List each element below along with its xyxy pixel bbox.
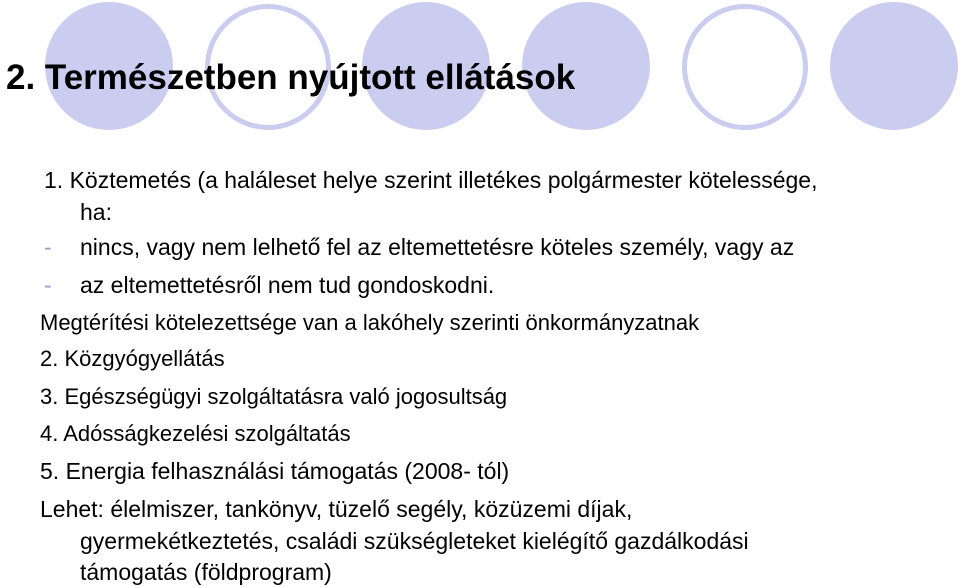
item-2: 2. Közgyógyellátás [40, 346, 225, 371]
options-line-2: gyermekétkeztetés, családi szükségleteket kielégítő gazdálkodási [80, 528, 749, 554]
item-4: 4. Adósságkezelési szolgáltatás [40, 421, 351, 446]
item-3: 3. Egészségügyi szolgáltatásra való jogosultság [40, 384, 508, 409]
reimbursement-note: Megtérítési kötelezettsége van a lakóhely szerinti önkormányzatnak [40, 310, 700, 335]
item-5: 5. Energia felhasználási támogatás (2008- tól) [40, 458, 510, 484]
item-1-line-2: ha: [80, 199, 112, 225]
slide-title: 2. Természetben nyújtott ellátások [6, 58, 576, 97]
options-line-3: támogatás (földprogram) [80, 559, 332, 585]
dash-bullet-2: - [44, 272, 52, 298]
sub-item-1: nincs, vagy nem lelhető fel az eltemettetésre köteles személy, vagy az [80, 234, 795, 260]
options-line-1: Lehet: élelmiszer, tankönyv, tüzelő segély, közüzemi díjak, [40, 496, 633, 522]
item-1-line-1: 1. Köztemetés (a haláleset helye szerint illetékes polgármester kötelessége, [44, 167, 818, 193]
sub-item-2: az eltemettetésről nem tud gondoskodni. [80, 272, 495, 298]
decor-ring-2 [682, 4, 808, 130]
dash-bullet-1: - [44, 234, 52, 260]
decor-circle-4 [830, 2, 958, 130]
